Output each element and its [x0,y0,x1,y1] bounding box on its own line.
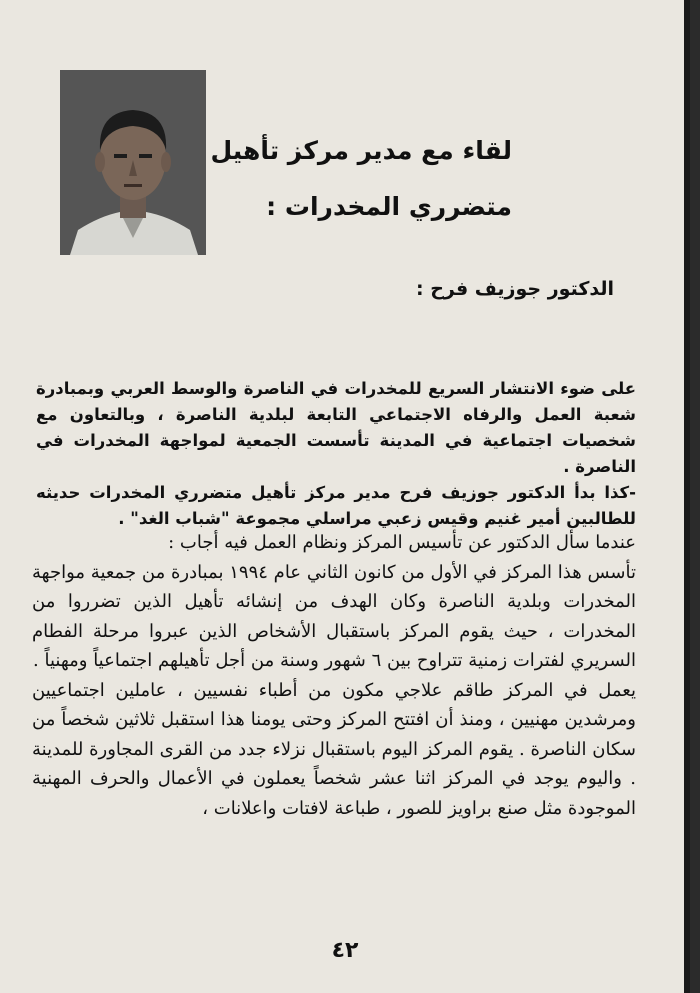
body-paragraph: يعمل في المركز طاقم علاجي مكون من أطباء نفسيين ، عاملين اجتماعيين ومرشدين مهنيين ، ومنذ أن افتتح المركز وحتى يومنا هذا استقبل ثلاثين شخصاً من سكان الناصرة . يقوم المركز اليوم باستقبال نزلاء جدد من القرى المجاورة للمدينة . واليوم يوجد في المركز اثنا عشر شخصاً يعملون في الأعمال والحرف المهنية الموجودة مثل صنع براويز للصور ، طباعة لافتات واعلانات ، [32,679,636,819]
portrait-photo [60,70,206,255]
intro-paragraph: على ضوء الانتشار السريع للمخدرات في الناصرة والوسط العربي وبمبادرة شعبة العمل والرفاه الاجتماعي التابعة لبلدية الناصرة ، وبالتعاون مع شخصيات اجتماعية في المدينة تأسست الجمعية لمواجهة المخدرات في الناصرة . [36,379,636,476]
body-paragraph: عندما سأل الدكتور عن تأسيس المركز ونظام العمل فيه أجاب : [168,532,636,553]
intro-paragraph: -كذا بدأ الدكتور جوزيف فرح مدير مركز تأهيل متضرري المخدرات حديثه للطالبين أمير غنيم وقيس زعبي مراسلي مجموعة "شباب الغد" . [36,483,636,528]
portrait-illustration [60,70,206,255]
body-text [32,528,636,823]
article-title-line-2: متضرري المخدرات : [266,192,512,221]
intro-paragraphs [36,376,636,532]
article-title-line-1: لقاء مع مدير مركز تأهيل [210,136,512,165]
interviewee-name: الدكتور جوزيف فرح : [416,278,614,300]
page-number: ٤٢ [331,938,359,963]
body-paragraph: تأسس هذا المركز في الأول من كانون الثاني عام ١٩٩٤ بمبادرة من جمعية مواجهة المخدرات وبلدية الناصرة وكان الهدف من إنشائه تأهيل الذين تضرروا من المخدرات ، حيث يقوم المركز باستقبال الأشخاص الذين عبروا مرحلة الفطام السريري لفترات زمنية تتراوح بين ٦ شهور وسنة من أجل تأهيلهم اجتماعياً ومهنياً . [32,561,637,671]
